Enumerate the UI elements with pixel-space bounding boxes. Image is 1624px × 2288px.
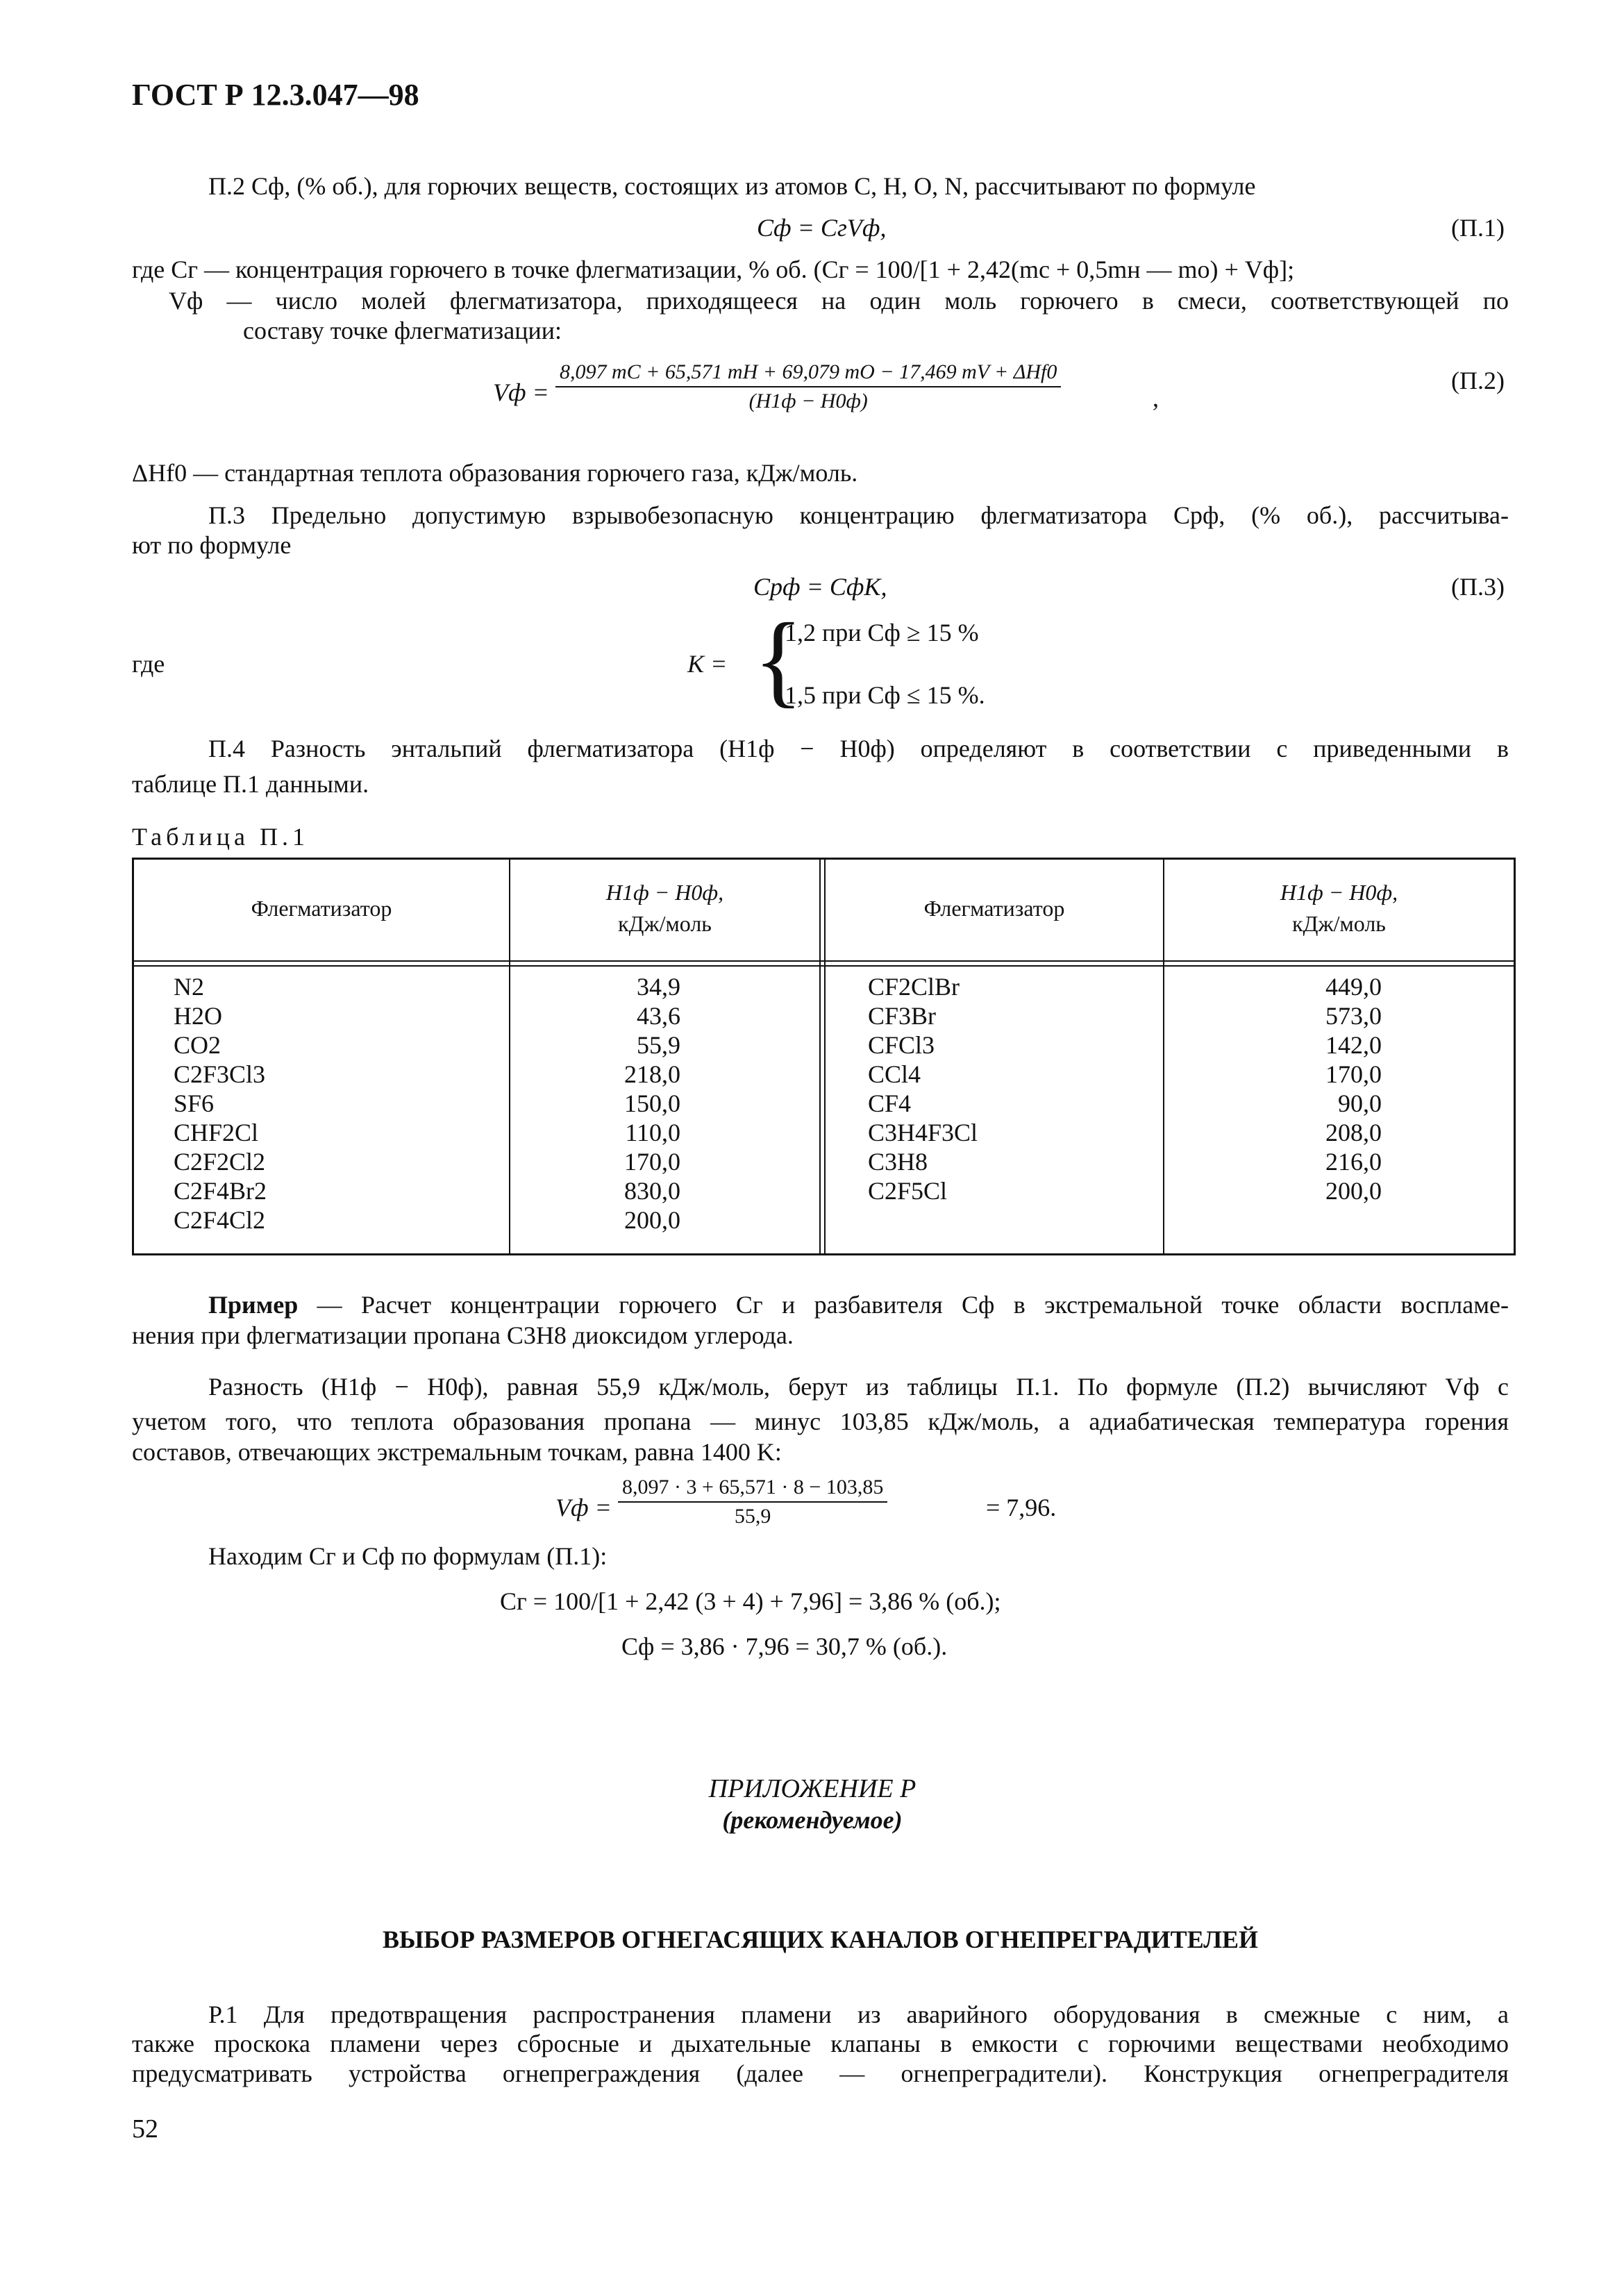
table-header-agent-1: Флегматизатор	[251, 896, 392, 921]
k-lhs: K =	[687, 650, 728, 678]
appendix-title: ПРИЛОЖЕНИЕ Р	[708, 1774, 916, 1803]
formula-p1-number: (П.1)	[1451, 214, 1505, 242]
table-header-unit-2: кДж/моль	[1292, 911, 1386, 936]
table-cell: 830,0	[624, 1177, 680, 1205]
example-diff2: учетом того, что теплота образования пропана — минус 103,85 кДж/моль, а адиабатическая температура горения	[132, 1408, 1509, 1435]
document-header: ГОСТ Р 12.3.047—98	[132, 78, 419, 112]
table-right-border	[1514, 858, 1516, 1255]
example-cf: Cф = 3,86 · 7,96 = 30,7 % (об.).	[621, 1633, 948, 1660]
p2-where2b: составу точке флегматизации:	[243, 317, 562, 344]
table-cell: CFCl3	[868, 1031, 935, 1059]
table-cell: CF2ClBr	[868, 973, 960, 1001]
k-case2: 1,5 при Cф ≤ 15 %.	[785, 681, 985, 709]
table-cell: CF4	[868, 1089, 912, 1117]
appendix-r1-line1: Р.1 Для предотвращения распространения пламени из аварийного оборудования в смежные с ним, а	[208, 2001, 1509, 2028]
formula-p3: Cрф = CфK,	[753, 573, 887, 601]
calc-rhs: = 7,96.	[986, 1494, 1057, 1521]
p3-where: где	[132, 650, 165, 678]
p4-line1: П.4 Разность энтальпий флегматизатора (H1ф − H0ф) определяют в соответствии с приведенными в	[208, 735, 1509, 762]
calc-fraction	[618, 1475, 887, 1529]
formula-p2-lhs: Vф =	[493, 378, 549, 406]
table-cell: 170,0	[1325, 1060, 1382, 1088]
page-number: 52	[132, 2114, 158, 2144]
appendix-heading: ВЫБОР РАЗМЕРОВ ОГНЕГАСЯЩИХ КАНАЛОВ ОГНЕПРЕГРАДИТЕЛЕЙ	[382, 1926, 1259, 1953]
table-cell: N2	[174, 973, 204, 1001]
table-right-values	[1250, 972, 1382, 1205]
table-col-divider-2a	[819, 858, 821, 1255]
p4-line2: таблице П.1 данными.	[132, 770, 369, 798]
formula-p1: Cф = CгVф,	[757, 214, 887, 242]
table-cell: C2F3Cl3	[174, 1060, 266, 1088]
table-header-agent-2: Флегматизатор	[923, 896, 1065, 921]
table-cell: SF6	[174, 1089, 215, 1117]
example-text: — Расчет концентрации горючего Cг и разбавителя Cф в экстремальной точке области воспламе-	[298, 1291, 1509, 1319]
calc-numerator: 8,097 · 3 + 65,571 · 8 − 103,85	[618, 1475, 887, 1503]
example-diff3: составов, отвечающих экстремальным точкам, равна 1400 K:	[132, 1438, 782, 1466]
formula-p3-number: (П.3)	[1451, 573, 1505, 601]
example-diff1: Разность (H1ф − H0ф), равная 55,9 кДж/моль, берут из таблицы П.1. По формуле (П.2) вычисляют Vф с	[208, 1373, 1509, 1401]
table-cell: C2F4Cl2	[174, 1206, 266, 1234]
table-cell: 200,0	[1325, 1177, 1382, 1205]
calc-lhs: Vф =	[555, 1494, 612, 1521]
table-right-names	[868, 972, 978, 1205]
p2-where1: где Cг — концентрация горючего в точке флегматизации, % об. (Cг = 100/[1 + 2,42(mс + 0,5mн — mо) + Vф];	[132, 256, 1295, 283]
table-cell: 150,0	[624, 1089, 680, 1117]
table-cell: C2F5Cl	[868, 1177, 948, 1205]
formula-p2-numerator: 8,097 mC + 65,571 mH + 69,079 mO − 17,469 mV + ΔHf0	[555, 360, 1061, 387]
table-cell: 208,0	[1325, 1119, 1382, 1146]
p3-line1: П.3 Предельно допустимую взрывобезопасную концентрацию флегматизатора Cрф, (% об.), рассчитыва-	[208, 501, 1509, 529]
p2-line1: П.2 Cф, (% об.), для горючих веществ, состоящих из атомов С, Н, О, N, рассчитывают по формуле	[208, 172, 1256, 200]
table-cell: C3H4F3Cl	[868, 1119, 978, 1146]
table-header-enthalpy-2: H1ф − H0ф,	[1280, 880, 1398, 905]
p2-dh: ΔHf0 — стандартная теплота образования горючего газа, кДж/моль.	[132, 459, 858, 487]
table-left-values	[555, 972, 680, 1235]
table-cell: 110,0	[625, 1119, 680, 1146]
table-cell: H2O	[174, 1002, 222, 1030]
formula-p2-comma: ,	[1153, 384, 1159, 412]
table-cell: 200,0	[624, 1206, 680, 1234]
table-cell: 90,0	[1338, 1089, 1382, 1117]
example-line1	[208, 1290, 1509, 1319]
table-caption: Таблица П.1	[132, 823, 309, 851]
appendix-subtitle: (рекомендуемое)	[722, 1806, 903, 1834]
table-cell: CHF2Cl	[174, 1119, 259, 1146]
table-cell: 218,0	[624, 1060, 680, 1088]
example-line2: нения при флегматизации пропана C3H8 диоксидом углерода.	[132, 1321, 794, 1349]
formula-p2-denominator: (H1ф − H0ф)	[748, 390, 868, 412]
appendix-r1-line2: также проскока пламени через сбросные и дыхательные клапаны в емкости с горючими веществами необходимо	[132, 2030, 1509, 2057]
table-cell: 449,0	[1325, 973, 1382, 1001]
formula-p2-number: (П.2)	[1451, 367, 1505, 394]
appendix-r1-line3: предусматривать устройства огнепреграждения (далее — огнепреградители). Конструкция огнепреградителя	[132, 2060, 1509, 2087]
k-case1: 1,2 при Cф ≥ 15 %	[785, 619, 979, 646]
formula-p2-fraction	[555, 360, 1061, 414]
table-cell: CO2	[174, 1031, 221, 1059]
p2-where2a: Vф — число молей флегматизатора, приходящееся на один моль горючего в смеси, соответствующей по	[169, 287, 1509, 315]
table-cell: 34,9	[637, 973, 680, 1001]
table-cell: 142,0	[1325, 1031, 1382, 1059]
table-cell: 170,0	[624, 1148, 680, 1176]
table-cell: C2F4Br2	[174, 1177, 267, 1205]
table-cell: CF3Br	[868, 1002, 937, 1030]
calc-denominator: 55,9	[734, 1505, 771, 1528]
table-cell: C2F2Cl2	[174, 1148, 266, 1176]
p3-line2: ют по формуле	[132, 531, 292, 559]
k-brace: {	[753, 602, 803, 717]
table-cell: CCl4	[868, 1060, 921, 1088]
table-header-unit-1: кДж/моль	[618, 911, 712, 936]
table-cell: 216,0	[1325, 1148, 1382, 1176]
example-find: Находим Cг и Cф по формулам (П.1):	[208, 1542, 608, 1570]
table-cell: 55,9	[637, 1031, 680, 1059]
table-header-enthalpy-1: H1ф − H0ф,	[605, 880, 724, 905]
example-cg: Cг = 100/[1 + 2,42 (3 + 4) + 7,96] = 3,86 % (об.);	[500, 1587, 1001, 1615]
table-left-names	[174, 972, 267, 1235]
table-cell: C3H8	[868, 1148, 928, 1176]
table-cell: 43,6	[637, 1002, 680, 1030]
table-cell: 573,0	[1325, 1002, 1382, 1030]
example-label: Пример	[208, 1291, 299, 1319]
